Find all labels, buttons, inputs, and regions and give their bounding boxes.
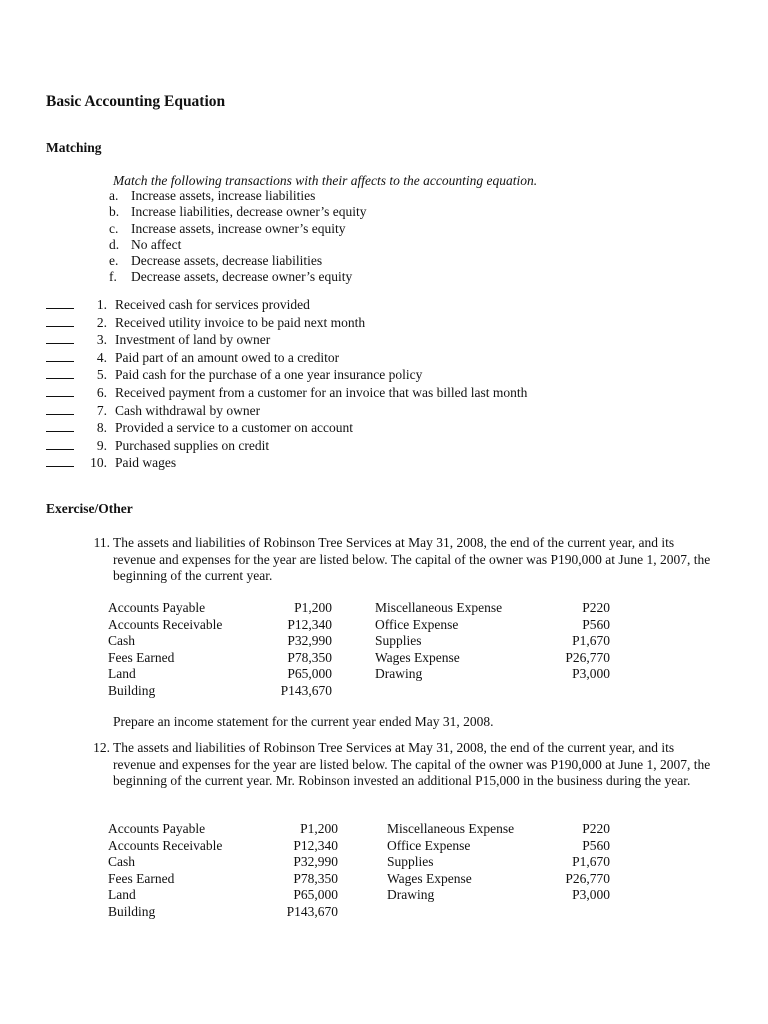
account-row: Wages Expense P26,770 <box>387 870 610 886</box>
question-text: The assets and liabilities of Robinson Tree Services at May 31, 2008, the end of the current year, and its revenue and expenses for the year are listed below. The capital of the owner was P190,000 at June 1, 2007, the beginning of the current year. <box>113 535 711 583</box>
answer-option: a. Increase assets, increase liabilities <box>109 188 316 203</box>
q11-accounts-left <box>108 600 332 699</box>
answer-blank[interactable] <box>46 402 74 415</box>
account-row: Fees Earned P78,350 <box>108 870 338 886</box>
account-row: Drawing P3,000 <box>375 666 610 681</box>
matching-item: 7. Cash withdrawal by owner <box>46 402 527 420</box>
matching-item: 1. Received cash for services provided <box>46 296 527 314</box>
matching-item: 2. Received utility invoice to be paid next month <box>46 314 527 332</box>
account-row: Accounts Payable P1,200 <box>108 821 338 836</box>
answer-blank[interactable] <box>46 384 74 397</box>
account-row: Land P65,000 <box>108 887 338 902</box>
account-row: Drawing P3,000 <box>387 887 610 902</box>
answer-blank[interactable] <box>46 419 74 432</box>
answer-option: c. Increase assets, increase owner’s equity <box>109 220 346 236</box>
account-row: Accounts Receivable P12,340 <box>108 616 332 632</box>
q12-accounts-left <box>108 821 338 920</box>
account-row: Supplies P1,670 <box>387 854 610 869</box>
matching-item: 5. Paid cash for the purchase of a one year insurance policy <box>46 366 527 384</box>
exercise-heading: Exercise/Other <box>46 501 133 516</box>
question-number: 11. <box>93 535 110 550</box>
answer-option: f. Decrease assets, decrease owner’s equity <box>109 269 353 285</box>
account-row: Miscellaneous Expense P220 <box>387 821 610 836</box>
answer-option: e. Decrease assets, decrease liabilities <box>109 253 323 269</box>
account-row: Supplies P1,670 <box>375 633 610 648</box>
q11-prompt: Prepare an income statement for the current year ended May 31, 2008. <box>113 714 494 729</box>
page-title: Basic Accounting Equation <box>46 93 226 110</box>
matching-instruction: Match the following transactions with their affects to the accounting equation. <box>113 173 538 188</box>
matching-item: 4. Paid part of an amount owed to a creditor <box>46 349 527 367</box>
answer-blank[interactable] <box>46 331 74 344</box>
answer-options-list <box>109 188 367 286</box>
q12-accounts-right <box>387 821 610 904</box>
answer-blank[interactable] <box>46 366 74 379</box>
answer-blank[interactable] <box>46 314 74 327</box>
matching-item: 3. Investment of land by owner <box>46 331 527 349</box>
matching-items-list <box>46 296 527 472</box>
account-row: Accounts Payable P1,200 <box>108 600 332 615</box>
answer-blank[interactable] <box>46 296 74 309</box>
answer-option: d. No affect <box>109 236 182 252</box>
account-row: Accounts Receivable P12,340 <box>108 837 338 853</box>
answer-blank[interactable] <box>46 349 74 362</box>
question-number: 12. <box>93 740 110 755</box>
matching-item: 6. Received payment from a customer for an invoice that was billed last month <box>46 384 527 402</box>
account-row: Land P65,000 <box>108 666 332 681</box>
account-row: Miscellaneous Expense P220 <box>375 600 610 615</box>
account-row: Cash P32,990 <box>108 854 338 869</box>
question-text: The assets and liabilities of Robinson Tree Services at May 31, 2008, the end of the current year, and its revenue and expenses for the year are listed below. The capital of the owner was P190,000 at June 1, 2007, the beginning of the current year. Mr. Robinson invested an additional P15,000 in the business during the year. <box>113 740 711 788</box>
account-row: Building P143,670 <box>108 903 338 919</box>
account-row: Wages Expense P26,770 <box>375 649 610 665</box>
account-row: Fees Earned P78,350 <box>108 649 332 665</box>
matching-item: 10. Paid wages <box>46 454 527 472</box>
answer-blank[interactable] <box>46 454 74 467</box>
matching-heading: Matching <box>46 140 102 155</box>
answer-blank[interactable] <box>46 437 74 450</box>
answer-option: b. Increase liabilities, decrease owner’s equity <box>109 204 367 220</box>
matching-item: 8. Provided a service to a customer on account <box>46 419 527 437</box>
account-row: Office Expense P560 <box>387 837 610 853</box>
q11-accounts-right <box>375 600 610 683</box>
matching-item: 9. Purchased supplies on credit <box>46 437 527 455</box>
account-row: Cash P32,990 <box>108 633 332 648</box>
account-row: Building P143,670 <box>108 682 332 698</box>
account-row: Office Expense P560 <box>375 616 610 632</box>
